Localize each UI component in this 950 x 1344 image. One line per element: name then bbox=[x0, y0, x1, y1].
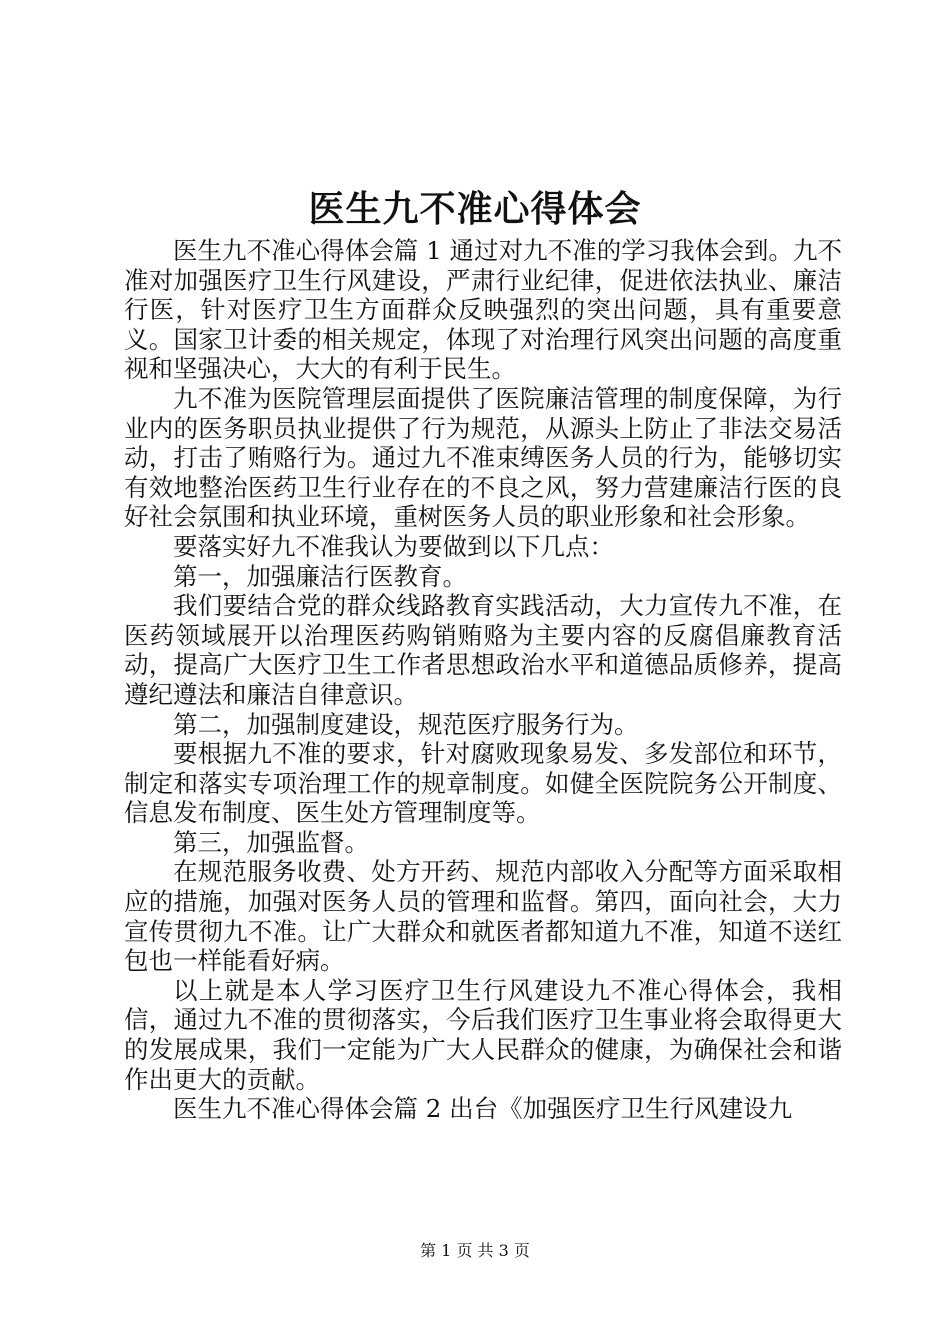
paragraph-5: 我们要结合党的群众线路教育实践活动，大力宣传九不准，在医药领域展开以治理医药购销贿赂为主要内容的反腐倡廉教育活动，提高广大医疗卫生工作者思想政治水平和道德品质修养，提高遵纪遵法和廉洁自律意识。 bbox=[124, 591, 842, 709]
paragraph-11: 医生九不准心得体会篇 2 出台《加强医疗卫生行风建设九 bbox=[173, 1094, 793, 1124]
paragraph-10: 以上就是本人学习医疗卫生行风建设九不准心得体会，我相信，通过九不准的贯彻落实，今后我们医疗卫生事业将会取得更大的发展成果，我们一定能为广大人民群众的健康，为确保社会和谐作出更大的贡献。 bbox=[124, 975, 842, 1094]
paragraph-1: 医生九不准心得体会篇 1 通过对九不准的学习我体会到。九不准对加强医疗卫生行风建设，严肃行业纪律，促进依法执业、廉洁行医，针对医疗卫生方面群众反映强烈的突出问题，具有重要意义。国家卫计委的相关规定，体现了对治理行风突出问题的高度重视和坚强决心，大大的有利于民生。 bbox=[124, 236, 842, 384]
paragraph-6: 第二，加强制度建设，规范医疗服务行为。 bbox=[173, 709, 639, 739]
paragraph-9: 在规范服务收费、处方开药、规范内部收入分配等方面采取相应的措施，加强对医务人员的管理和监督。第四，面向社会，大力宣传贯彻九不准。让广大群众和就医者都知道九不准，知道不送红包也一样能看好病。 bbox=[124, 857, 842, 976]
paragraph-2: 九不准为医院管理层面提供了医院廉洁管理的制度保障，为行业内的医务职员执业提供了行为规范，从源头上防止了非法交易活动，打击了贿赂行为。通过九不准束缚医务人员的行为，能够切实有效地整治医药卫生行业存在的不良之风，努力营建廉洁行医的良好社会氛围和执业环境，重树医务人员的职业形象和社会形象。 bbox=[124, 383, 842, 532]
document-body bbox=[124, 236, 842, 1124]
document-title: 医生九不准心得体会 bbox=[308, 188, 642, 230]
paragraph-4: 第一，加强廉洁行医教育。 bbox=[173, 561, 467, 591]
paragraph-3: 要落实好九不准我认为要做到以下几点： bbox=[173, 531, 614, 561]
paragraph-7: 要根据九不准的要求，针对腐败现象易发、多发部位和环节，制定和落实专项治理工作的规章制度。如健全医院院务公开制度、信息发布制度、医生处方管理制度等。 bbox=[124, 739, 842, 828]
paragraph-8: 第三，加强监督。 bbox=[173, 827, 369, 857]
page-footer: 第 1 页 共 3 页 bbox=[420, 1241, 530, 1260]
